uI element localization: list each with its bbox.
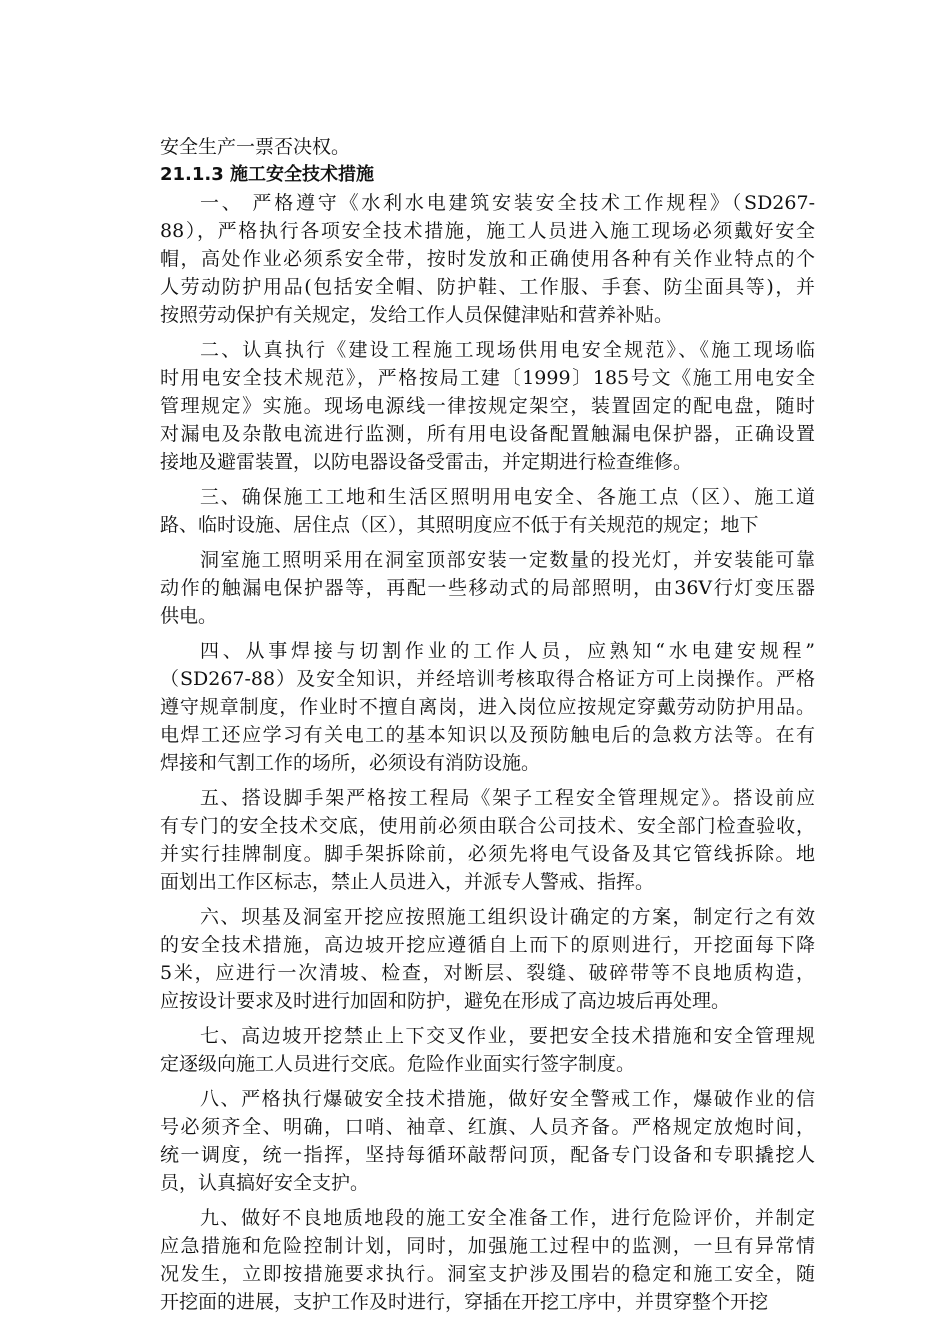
paragraph [160,483,815,539]
paragraph-line: 况发生，立即按措施要求执行。洞室支护涉及围岩的稳定和施工安全，随 [160,1263,815,1285]
paragraph-line: 二、认真执行《建设工程施工现场供用电安全规范》、《施工现场临 [200,339,815,361]
paragraph-line: 号必须齐全、明确，口哨、袖章、红旗、人员齐备。严格规定放炮时间， [160,1116,815,1138]
paragraph-list [160,189,815,1316]
paragraph-line: 员，认真搞好安全支护。 [160,1172,370,1194]
paragraph-line: 时用电安全技术规范》，严格按局工建〔1999〕185号文《施工用电安全 [160,367,815,389]
paragraph-line: 并实行挂牌制度。脚手架拆除前，必须先将电气设备及其它管线拆除。地 [160,843,815,865]
paragraph [160,1022,815,1078]
paragraph-line: 对漏电及杂散电流进行监测，所有用电设备配置触漏电保护器，正确设置 [160,423,815,445]
paragraph-line: 5米，应进行一次清坡、检查，对断层、裂缝、破碎带等不良地质构造， [160,962,815,984]
paragraph [160,1204,815,1316]
paragraph [160,336,815,476]
paragraph [160,1085,815,1197]
paragraph-line: 开挖面的进展，支护工作及时进行，穿插在开挖工序中，并贯穿整个开挖 [160,1291,769,1313]
paragraph-line: 路、临时设施、居住点（区），其照明度应不低于有关规范的规定；地下 [160,514,759,536]
section-heading: 21.1.3 施工安全技术措施 [160,164,375,185]
paragraph-line: 一、 严格遵守《水利水电建筑安装安全技术工作规程》（SD267- [200,192,815,214]
paragraph-line: 有专门的安全技术交底，使用前必须由联合公司技术、安全部门检查验收， [160,815,815,837]
paragraph-line: （SD267-88）及安全知识，并经培训考核取得合格证方可上岗操作。严格 [160,668,815,690]
paragraph-line: 的安全技术措施，高边坡开挖应遵循自上而下的原则进行，开挖面每下降 [160,934,815,956]
paragraph [160,189,815,329]
paragraph-line: 动作的触漏电保护器等，再配一些移动式的局部照明，由36V行灯变压器 [160,577,815,599]
paragraph-line: 遵守规章制度，作业时不擅自离岗，进入岗位应按规定穿戴劳动防护用品。 [160,696,815,718]
paragraph-line: 定逐级向施工人员进行交底。危险作业面实行签字制度。 [160,1053,636,1075]
paragraph-line: 帽，高处作业必须系安全带，按时发放和正确使用各种有关作业特点的个 [160,248,815,270]
document-page [160,133,815,1323]
paragraph-line: 统一调度，统一指挥，坚持每循环敲帮问顶，配备专门设备和专职撬挖人 [160,1144,815,1166]
paragraph-line: 九、做好不良地质地段的施工安全准备工作，进行危险评价，并制定 [200,1207,815,1229]
paragraph-line: 四、从事焊接与切割作业的工作人员，应熟知“水电建安规程” [200,640,815,662]
paragraph-line: 接地及避雷装置，以防电器设备受雷击，并定期进行检查维修。 [160,451,693,473]
paragraph-line: 人劳动防护用品(包括安全帽、防护鞋、工作服、手套、防尘面具等)，并 [160,276,815,298]
paragraph-line: 应急措施和危险控制计划，同时，加强施工过程中的监测，一旦有异常情 [160,1235,815,1257]
paragraph [160,546,815,630]
paragraph-line: 洞室施工照明采用在洞室顶部安装一定数量的投光灯，并安装能可靠 [200,549,815,571]
paragraph-line: 三、确保施工工地和生活区照明用电安全、各施工点（区）、施工道 [200,486,815,508]
paragraph-line: 五、搭设脚手架严格按工程局《架子工程安全管理规定》。搭设前应 [200,787,815,809]
paragraph [160,903,815,1015]
paragraph-line: 应按设计要求及时进行加固和防护，避免在形成了高边坡后再处理。 [160,990,731,1012]
paragraph-line: 六、坝基及洞室开挖应按照施工组织设计确定的方案，制定行之有效 [200,906,815,928]
paragraph-line: 面划出工作区标志，禁止人员进入，并派专人警戒、指挥。 [160,871,655,893]
paragraph-line: 电焊工还应学习有关电工的基本知识以及预防触电后的急救方法等。在有 [160,724,815,746]
paragraph-line: 供电。 [160,605,218,627]
paragraph-line: 按照劳动保护有关规定，发给工作人员保健津贴和营养补贴。 [160,304,674,326]
paragraph-line: 管理规定》实施。现场电源线一律按规定架空，装置固定的配电盘，随时 [160,395,815,417]
paragraph-line: 88），严格执行各项安全技术措施，施工人员进入施工现场必须戴好安全 [160,220,815,242]
paragraph-line: 焊接和气割工作的场所，必须设有消防设施。 [160,752,541,774]
paragraph-line: 八、严格执行爆破安全技术措施，做好安全警戒工作，爆破作业的信 [200,1088,815,1110]
intro-line: 安全生产一票否决权。 [160,136,351,158]
paragraph [160,637,815,777]
paragraph [160,784,815,896]
paragraph-line: 七、高边坡开挖禁止上下交叉作业，要把安全技术措施和安全管理规 [200,1025,815,1047]
